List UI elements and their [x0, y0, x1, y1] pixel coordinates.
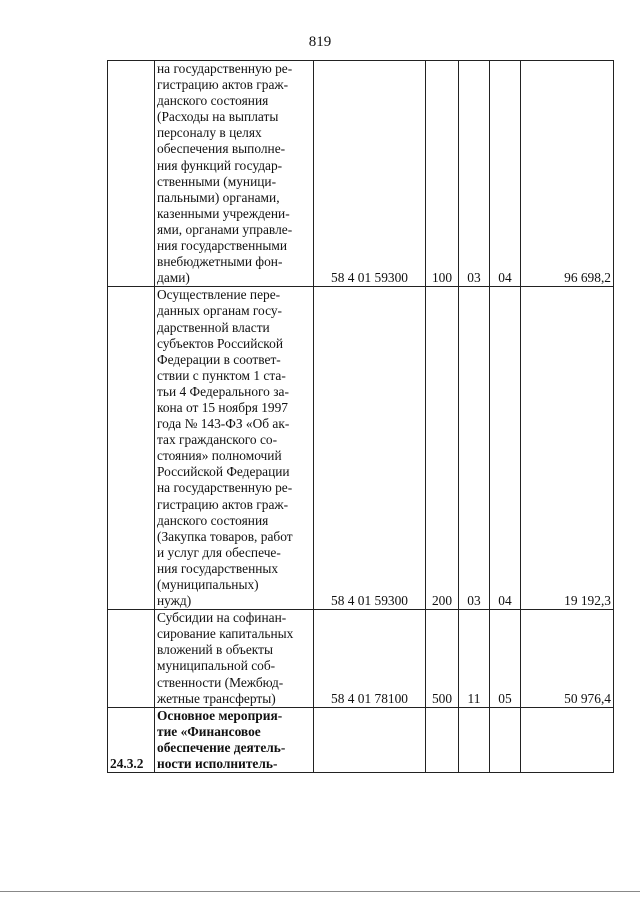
expense-name-line: дами): [157, 270, 190, 286]
amount-cell: 96 698,2: [521, 61, 614, 287]
expense-name-line: нужд): [157, 593, 192, 609]
expense-name-line: муниципальной соб-: [157, 658, 276, 674]
expense-name-line: данского состояния: [157, 93, 269, 109]
target-article-cell: 58 4 01 59300: [314, 61, 426, 287]
expense-name-line: внебюджетными фон-: [157, 254, 283, 270]
expense-name-line: сирование капитальных: [157, 626, 294, 642]
section-cell: 11: [459, 610, 490, 708]
expense-name-line: ния государственными: [157, 238, 288, 254]
section-cell: 03: [459, 287, 490, 610]
row-number-cell: [108, 61, 155, 287]
expense-type-cell: 500: [426, 610, 459, 708]
expense-name-line: Российской Федерации: [157, 464, 290, 480]
expense-name-line: персоналу в целях: [157, 125, 262, 141]
section-cell: 03: [459, 61, 490, 287]
expense-name-line: Основное мероприя-: [157, 707, 283, 723]
expense-name-line: данных органам госу-: [157, 303, 282, 319]
expense-name-line: пальными) органами,: [157, 189, 280, 205]
table-row: [108, 707, 614, 772]
expense-name-line: ями, органами управле-: [157, 221, 293, 237]
subsection-cell: [490, 707, 521, 772]
expense-name-line: Субсидии на софинан-: [157, 610, 287, 626]
expense-name-cell: [155, 61, 314, 287]
amount-cell: 19 192,3: [521, 287, 614, 610]
expense-name-line: вложений в объекты: [157, 642, 273, 658]
expense-name-line: на государственную ре-: [157, 480, 293, 496]
expense-name-line: Осуществление пере-: [157, 287, 281, 303]
expense-name-line: данского состояния: [157, 512, 269, 528]
table-row: [108, 610, 614, 708]
subsection-cell: 05: [490, 610, 521, 708]
bottom-divider: [0, 891, 640, 892]
budget-table: [107, 60, 614, 773]
target-article-cell: 58 4 01 78100: [314, 610, 426, 708]
expense-name-line: дарственной власти: [157, 319, 270, 335]
target-article-cell: 58 4 01 59300: [314, 287, 426, 610]
expense-name-line: на государственную ре-: [157, 61, 293, 76]
expense-name-line: ния государственных: [157, 560, 279, 576]
subsection-cell: 04: [490, 61, 521, 287]
expense-type-cell: 100: [426, 61, 459, 287]
expense-type-cell: 200: [426, 287, 459, 610]
expense-type-cell: [426, 707, 459, 772]
subsection-cell: 04: [490, 287, 521, 610]
page-number: 819: [308, 34, 332, 50]
expense-name-line: (Закупка товаров, работ: [157, 528, 293, 544]
row-number-cell: [108, 610, 155, 708]
expense-name-line: (муниципальных): [157, 577, 259, 592]
expense-name-line: субъектов Российской: [157, 335, 283, 351]
expense-name-line: и услуг для обеспече-: [157, 544, 281, 560]
expense-name-line: года № 143-ФЗ «Об ак-: [157, 416, 290, 432]
section-cell: [459, 707, 490, 772]
expense-name-line: ствии с пунктом 1 ста-: [157, 367, 286, 383]
expense-name-line: гистрацию актов граж-: [157, 496, 289, 512]
expense-name-line: стояния» полномочий: [157, 448, 282, 464]
expense-name-line: тьи 4 Федерального за-: [157, 383, 289, 399]
expense-name-line: Федерации в соответ-: [157, 351, 281, 367]
expense-name-line: ности исполнитель-: [157, 756, 278, 772]
expense-name-cell: [155, 610, 314, 708]
expense-name-line: ственности (Межбюд-: [157, 674, 284, 690]
expense-name-line: обеспечение деятель-: [157, 739, 286, 755]
table-row: [108, 61, 614, 287]
expense-name-cell: [155, 287, 314, 610]
table-row: [108, 287, 614, 610]
expense-name-line: тах гражданского со-: [157, 432, 278, 448]
expense-name-line: кона от 15 ноября 1997: [157, 399, 288, 415]
expense-name-cell: [155, 707, 314, 772]
expense-name-line: тие «Финансовое: [157, 723, 261, 739]
row-number-cell: 24.3.2: [108, 707, 155, 772]
expense-name-line: (Расходы на выплаты: [157, 109, 279, 125]
table-body: [108, 61, 614, 773]
amount-cell: [521, 707, 614, 772]
row-number-cell: [108, 287, 155, 610]
amount-cell: 50 976,4: [521, 610, 614, 708]
expense-name-line: жетные трансферты): [157, 690, 276, 706]
expense-name-line: ственными (муници-: [157, 173, 277, 189]
expense-name-line: обеспечения выполне-: [157, 141, 286, 157]
expense-name-line: ния функций государ-: [157, 157, 283, 173]
target-article-cell: [314, 707, 426, 772]
expense-name-line: казенными учреждени-: [157, 205, 290, 221]
expense-name-line: гистрацию актов граж-: [157, 77, 289, 93]
